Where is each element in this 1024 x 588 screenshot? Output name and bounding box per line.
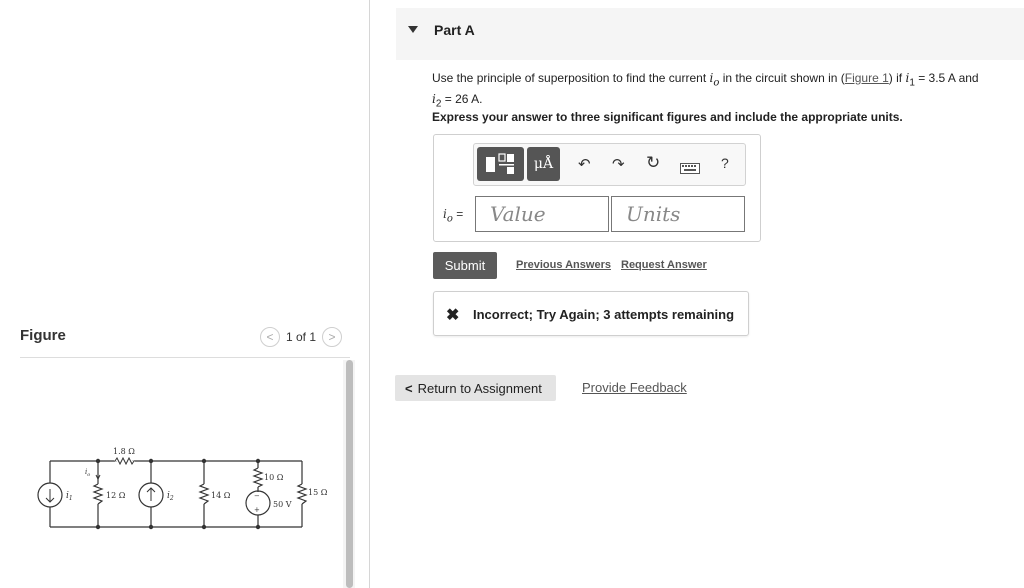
figure-title: Figure — [20, 327, 66, 344]
figure-scrollbar-thumb[interactable] — [346, 360, 353, 588]
instruction-text: Express your answer to three significant figures and include the appropriate units. — [432, 110, 903, 124]
label-14-ohm: 14 Ω — [211, 491, 231, 500]
answer-label: $i_o$ = — [443, 207, 464, 225]
question-text: Use the principle of superposition to find the current $i_o$ in the circuit shown in (Figure 1) if $i_1 = 3.5$ A and $i_2 = 26$ A. — [432, 71, 979, 110]
chevron-left-icon: < — [405, 380, 413, 396]
label-minus: − — [254, 492, 260, 500]
redo-icon[interactable]: ↷ — [612, 156, 625, 173]
label-io: $i_o$ — [85, 468, 91, 478]
help-button[interactable]: ? — [721, 155, 729, 171]
undo-icon[interactable]: ↶ — [578, 156, 591, 173]
label-12-ohm: 12 Ω — [106, 491, 126, 500]
label-15-ohm: 15 Ω — [308, 488, 328, 497]
label-i2: $i_2$ — [167, 491, 174, 502]
next-figure-button[interactable] — [322, 327, 342, 347]
circuit-diagram[interactable] — [30, 440, 340, 540]
units-input[interactable]: Units — [611, 196, 745, 232]
panel-divider[interactable] — [369, 0, 370, 588]
label-50-volt: 50 V — [273, 500, 292, 509]
collapse-caret-icon[interactable] — [408, 26, 418, 33]
return-to-assignment-button[interactable]: < Return to Assignment — [395, 375, 556, 401]
templates-icon — [477, 147, 524, 181]
figure-pager — [260, 327, 342, 347]
label-i1: $i_1$ — [66, 491, 73, 502]
label-plus: + — [254, 506, 260, 514]
figure-divider — [20, 357, 350, 358]
provide-feedback-link[interactable]: Provide Feedback — [582, 380, 687, 395]
chevron-left-icon: < — [266, 330, 274, 344]
part-header[interactable] — [396, 8, 1024, 60]
label-1-8-ohm: 1.8 Ω — [113, 447, 135, 456]
chevron-right-icon: > — [328, 330, 336, 344]
figure-page-count: 1 of 1 — [286, 330, 317, 344]
keyboard-icon[interactable] — [680, 161, 700, 179]
part-title: Part A — [434, 22, 475, 38]
incorrect-x-icon: ✖ — [446, 307, 460, 324]
label-10-ohm: 10 Ω — [264, 473, 284, 482]
figure-link[interactable]: Figure 1 — [844, 71, 889, 85]
submit-button[interactable]: Submit — [433, 252, 497, 279]
feedback-text: Incorrect; Try Again; 3 attempts remaining — [473, 307, 735, 322]
templates-button[interactable] — [477, 147, 524, 181]
prev-figure-button[interactable] — [260, 327, 280, 347]
previous-answers-link[interactable]: Previous Answers — [516, 259, 611, 271]
value-input[interactable]: Value — [475, 196, 609, 232]
reset-icon[interactable]: ↻ — [646, 153, 661, 172]
request-answer-link[interactable]: Request Answer — [621, 259, 707, 271]
units-button[interactable]: μÅ — [527, 147, 560, 181]
